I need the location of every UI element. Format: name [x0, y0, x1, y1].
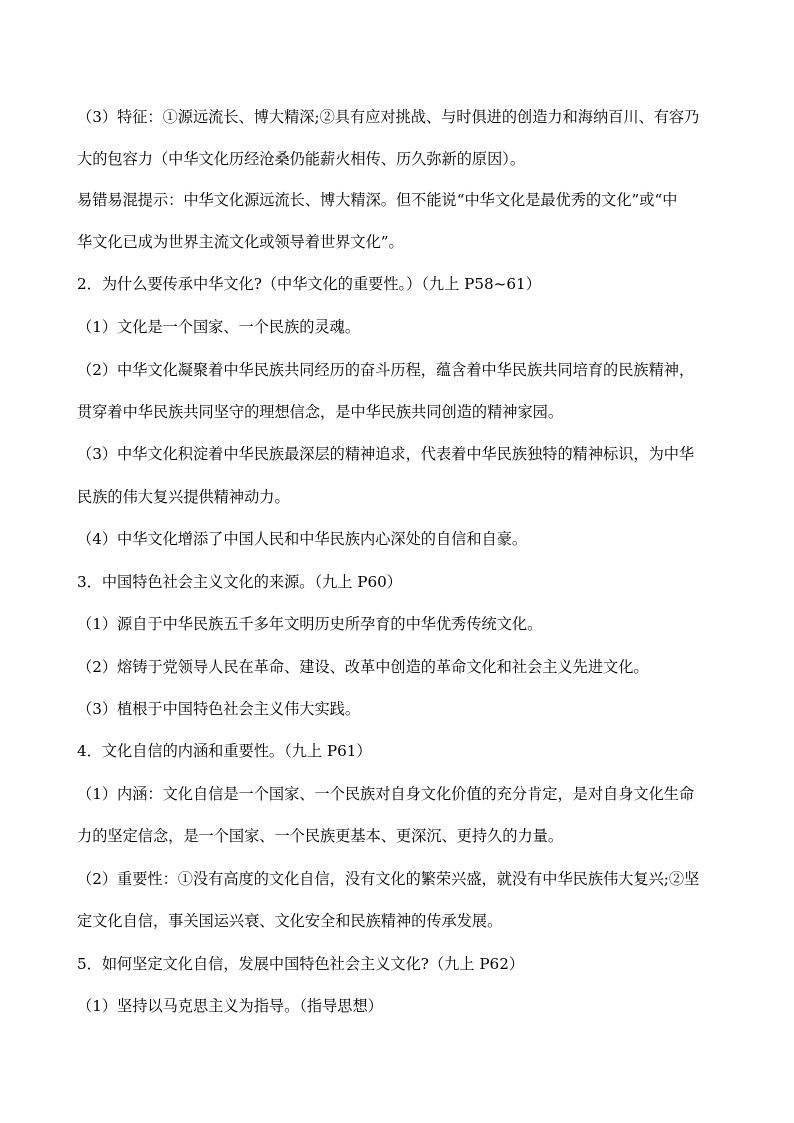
list-item: （2）中华文化凝聚着中华民族共同经历的奋斗历程，蕴含着中华民族共同培育的民族精神， [77, 361, 695, 379]
list-item: （2）重要性：①没有高度的文化自信，没有文化的繁荣兴盛，就没有中华民族伟大复兴;②坚 [77, 870, 700, 888]
list-item-continuation: 力的坚定信念，是一个国家、一个民族更基本、更深沉、更持久的力量。 [77, 827, 563, 845]
list-item: （1）文化是一个国家、一个民族的灵魂。 [77, 318, 361, 336]
section-heading-4: 4．文化自信的内涵和重要性。（九上 P61） [77, 742, 372, 760]
list-item-continuation: 民族的伟大复兴提供精神动力。 [77, 488, 290, 506]
feature-item-line-2: 大的包容力（中华文化历经沧桑仍能薪火相传、历久弥新的原因）。 [77, 150, 526, 168]
caution-note-line-2: 华文化已成为世界主流文化或领导着世界文化”。 [77, 233, 404, 251]
feature-item-line-1: （3）特征：①源远流长、博大精深;②具有应对挑战、与时俱进的创造力和海纳百川、有容乃 [77, 108, 700, 126]
list-item: （1）坚持以马克思主义为指导。（指导思想） [77, 997, 383, 1015]
list-item: （2）熔铸于党领导人民在革命、建设、改革中创造的革命文化和社会主义先进文化。 [77, 658, 649, 676]
caution-note-line-1: 易错易混提示：中华文化源远流长、博大精深。但不能说“中华文化是最优秀的文化”或“中 [77, 191, 678, 209]
list-item: （1）源自于中华民族五千多年文明历史所孕育的中华优秀传统文化。 [77, 615, 543, 633]
list-item: （1）内涵：文化自信是一个国家、一个民族对自身文化价值的充分肯定，是对自身文化生命 [77, 785, 695, 803]
section-heading-3: 3．中国特色社会主义文化的来源。（九上 P60） [77, 573, 402, 591]
list-item: （3）植根于中国特色社会主义伟大实践。 [77, 700, 361, 718]
section-heading-5: 5．如何坚定文化自信，发展中国特色社会主义文化?（九上 P62） [77, 955, 525, 973]
list-item: （3）中华文化积淀着中华民族最深层的精神追求，代表着中华民族独特的精神标识，为中华 [77, 445, 695, 463]
list-item-continuation: 贯穿着中华民族共同坚守的理想信念，是中华民族共同创造的精神家园。 [77, 403, 563, 421]
list-item: （4）中华文化增添了中国人民和中华民族内心深处的自信和自豪。 [77, 530, 528, 548]
list-item-continuation: 定文化自信，事关国运兴衰、文化安全和民族精神的传承发展。 [77, 912, 503, 930]
section-heading-2: 2．为什么要传承中华文化?（中华文化的重要性。）（九上 P58~61） [77, 275, 541, 293]
